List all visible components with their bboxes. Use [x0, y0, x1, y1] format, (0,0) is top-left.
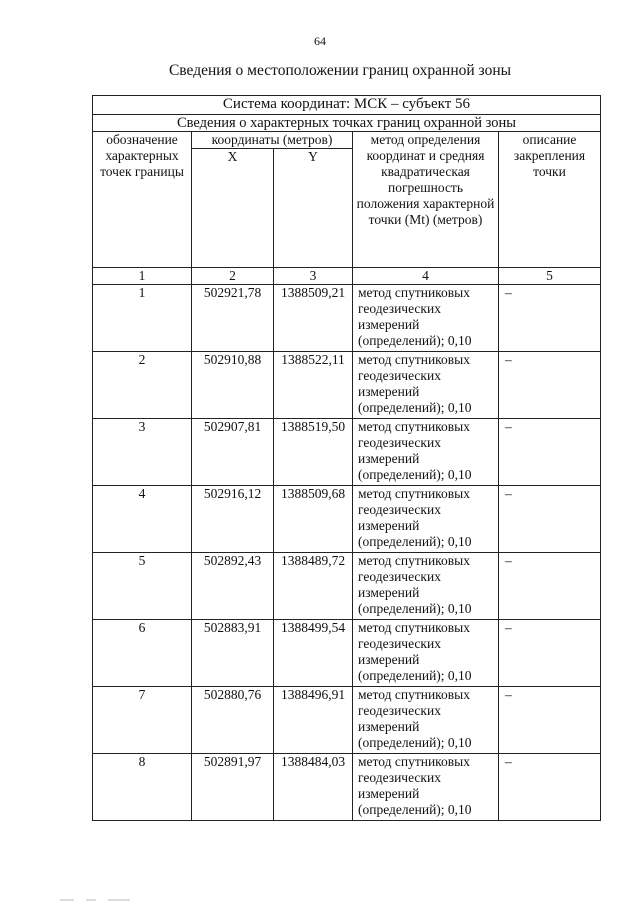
method-cell: метод спутниковых геодезических измерений (определений); 0,10	[353, 754, 499, 821]
point-id-cell: 2	[93, 352, 192, 419]
coordinate-system-header: Система координат: МСК – субъект 56	[93, 96, 601, 115]
point-id-cell: 3	[93, 419, 192, 486]
header-x: X	[192, 149, 274, 268]
point-id-cell: 1	[93, 285, 192, 352]
y-coordinate-cell: 1388489,72	[274, 553, 353, 620]
column-number: 2	[192, 268, 274, 285]
x-coordinate-cell: 502916,12	[192, 486, 274, 553]
method-cell: метод спутниковых геодезических измерений (определений); 0,10	[353, 285, 499, 352]
x-coordinate-cell: 502891,97	[192, 754, 274, 821]
coordinate-system-row	[93, 96, 601, 115]
y-coordinate-cell: 1388519,50	[274, 419, 353, 486]
boundary-points-table	[92, 95, 601, 821]
description-cell: –	[499, 285, 601, 352]
table-row	[93, 486, 601, 553]
description-cell: –	[499, 352, 601, 419]
points-info-header: Сведения о характерных точках границ охранной зоны	[93, 115, 601, 132]
y-coordinate-cell: 1388484,03	[274, 754, 353, 821]
method-cell: метод спутниковых геодезических измерений (определений); 0,10	[353, 553, 499, 620]
x-coordinate-cell: 502880,76	[192, 687, 274, 754]
header-method: метод определения координат и средняя квадратическая погрешность положения характерной точки (Mt) (метров)	[353, 132, 499, 268]
table-row	[93, 419, 601, 486]
data-rows	[93, 285, 601, 821]
table-row	[93, 352, 601, 419]
description-cell: –	[499, 553, 601, 620]
table-row	[93, 687, 601, 754]
y-coordinate-cell: 1388509,68	[274, 486, 353, 553]
method-cell: метод спутниковых геодезических измерений (определений); 0,10	[353, 419, 499, 486]
table-row	[93, 285, 601, 352]
method-cell: метод спутниковых геодезических измерений (определений); 0,10	[353, 486, 499, 553]
column-number: 1	[93, 268, 192, 285]
description-cell: –	[499, 486, 601, 553]
column-number: 3	[274, 268, 353, 285]
header-description: описание закрепления точки	[499, 132, 601, 268]
header-point-designation: обозначение характерных точек границы	[93, 132, 192, 268]
description-cell: –	[499, 419, 601, 486]
description-cell: –	[499, 687, 601, 754]
point-id-cell: 5	[93, 553, 192, 620]
table-row	[93, 620, 601, 687]
column-header-row	[93, 132, 601, 149]
method-cell: метод спутниковых геодезических измерений (определений); 0,10	[353, 687, 499, 754]
x-coordinate-cell: 502910,88	[192, 352, 274, 419]
scan-artifact	[60, 891, 220, 897]
description-cell: –	[499, 620, 601, 687]
method-cell: метод спутниковых геодезических измерений (определений); 0,10	[353, 352, 499, 419]
document-title: Сведения о местоположении границ охранной зоны	[168, 62, 512, 79]
method-cell: метод спутниковых геодезических измерений (определений); 0,10	[353, 620, 499, 687]
y-coordinate-cell: 1388496,91	[274, 687, 353, 754]
table-row	[93, 553, 601, 620]
point-id-cell: 8	[93, 754, 192, 821]
y-coordinate-cell: 1388499,54	[274, 620, 353, 687]
header-coordinates: координаты (метров)	[192, 132, 353, 149]
column-number: 4	[353, 268, 499, 285]
x-coordinate-cell: 502907,81	[192, 419, 274, 486]
point-id-cell: 7	[93, 687, 192, 754]
page-number: 64	[314, 34, 326, 48]
x-coordinate-cell: 502921,78	[192, 285, 274, 352]
table-row	[93, 754, 601, 821]
point-id-cell: 4	[93, 486, 192, 553]
column-number: 5	[499, 268, 601, 285]
description-cell: –	[499, 754, 601, 821]
header-y: Y	[274, 149, 353, 268]
x-coordinate-cell: 502883,91	[192, 620, 274, 687]
y-coordinate-cell: 1388522,11	[274, 352, 353, 419]
points-info-row	[93, 115, 601, 132]
point-id-cell: 6	[93, 620, 192, 687]
column-number-row	[93, 268, 601, 285]
x-coordinate-cell: 502892,43	[192, 553, 274, 620]
y-coordinate-cell: 1388509,21	[274, 285, 353, 352]
